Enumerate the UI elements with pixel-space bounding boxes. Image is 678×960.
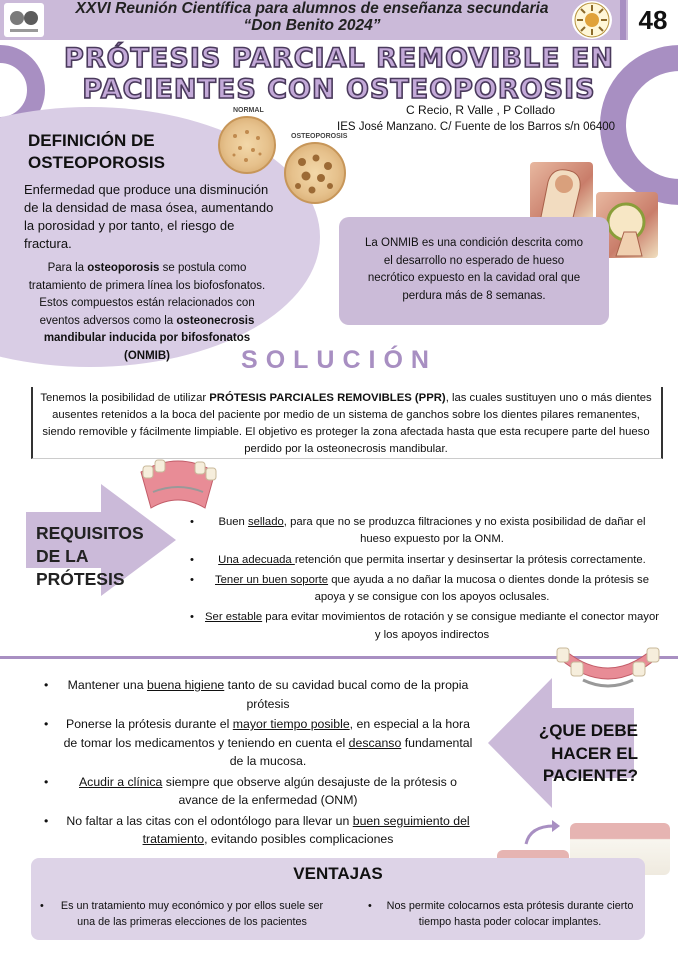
authors: C Recio, R Valle , P Collado: [406, 103, 555, 117]
requirements-list: [190, 514, 660, 647]
advantage-left: • Es un tratamiento muy económico y por ellos suele ser una de las primeras elecciones de los pacientes: [40, 900, 324, 928]
poster-title-line1: PRÓTESIS PARCIAL REMOVIBLE EN: [63, 43, 615, 74]
bullet-icon: •: [44, 678, 49, 692]
definition-text: Enfermedad que produce una disminución de la densidad de masa ósea, aumentando la porosidad y por tanto, el riesgo de fractura.: [24, 182, 274, 251]
requirement-item: • Buen sellado, para que no se produzca filtraciones y no exista posibilidad de dañar el hueso expuesto por la ONM.: [190, 516, 646, 546]
femur-illustration: [530, 162, 593, 224]
poster-title-line2: PACIENTES CON OSTEOPOROSIS: [82, 74, 596, 105]
patient-list: [44, 676, 474, 851]
bullet-icon: •: [40, 900, 44, 912]
requirements-title: REQUISITOS DE LA PRÓTESIS: [36, 523, 144, 589]
conference-seal: [572, 1, 612, 39]
osteoporotic-bone-image: [284, 142, 346, 204]
definition-title: DEFINICIÓN DE OSTEOPOROSIS: [28, 131, 165, 172]
bullet-icon: •: [44, 717, 49, 731]
number-accent: [620, 0, 626, 40]
requirement-item: • Una adecuada retención que permita insertar y desinsertar la prótesis correctamente.: [190, 552, 660, 569]
bullet-icon: •: [44, 774, 49, 789]
bone-label-normal: NORMAL: [233, 107, 264, 114]
advantages-title: VENTAJAS: [293, 864, 383, 883]
onmib-text: La ONMIB es una condición descrita como el desarrollo no esperado de hueso necrótico expuesto en la cavidad oral que perdura más de 8 semanas.: [365, 237, 583, 302]
requirement-item: • Tener un buen soporte que ayuda a no dañar la mucosa o dientes donde la prótesis se apoya y se consigue con los apoyos oclusales.: [190, 573, 649, 604]
poster-number: 48: [628, 0, 678, 40]
requirement-item: • Ser estable para evitar movimientos de rotación y se consigue mediante el conector mayor y los apoyos indirectos: [190, 611, 659, 641]
bullet-icon: •: [190, 516, 194, 528]
bullet-icon: •: [190, 611, 194, 624]
bullet-icon: •: [190, 553, 194, 566]
patient-item: • Acudir a clínica siempre que observe algún desajuste de la prótesis o avance de la enfermedad (ONM): [44, 774, 457, 807]
patient-item: • No faltar a las citas con el odontólogo para llevar un buen seguimiento del tratamiento, evitando posibles complicaciones: [44, 813, 470, 846]
conference-title-line1: XXVI Reunión Científica para alumnos de enseñanza secundaria: [75, 0, 549, 17]
bullet-icon: •: [44, 813, 49, 828]
patient-title: ¿QUE DEBE HACER EL PACIENTE?: [538, 721, 638, 785]
bullet-icon: •: [368, 900, 372, 912]
institution: IES José Manzano. C/ Fuente de los Barros s/n 06400: [337, 121, 616, 133]
conference-title: [52, 0, 572, 34]
conference-title-line2: “Don Benito 2024”: [243, 17, 381, 34]
patient-item: • Mantener una buena higiene tanto de su cavidad bucal como de la propia prótesis: [44, 678, 469, 711]
solution-text: Tenemos la posibilidad de utilizar PRÓTESIS PARCIALES REMOVIBLES (PPR), las cuales sustituyen uno o más dientes ausentes retenidos a la boca del paciente por medio de un sistema de ganchos sobre los dientes pilares remanentes, siendo removible y fácilmente limpiable. El objetivo es proteger la zona afectada hasta que esta recupere parte del hueso perdido por la osteonecrosis mandibular.: [40, 392, 652, 455]
normal-bone-image: [218, 116, 276, 174]
advantage-right: • Nos permite colocarnos esta prótesis durante cierto tiempo hasta poder colocar implantes.: [368, 900, 634, 928]
solution-title: SOLUCIÓN: [241, 346, 437, 374]
school-logo: [4, 3, 44, 37]
patient-item: • Ponerse la prótesis durante el mayor tiempo posible, en especial a la hora de tomar los medicamentos y teniendo en cuenta el descanso fundamental de la mucosa.: [44, 717, 473, 768]
bisphosphonate-paragraph: Para la osteoporosis se postula como tratamiento de primera línea los biofosfonatos. Estos compuestos están relacionados con eventos adversos como la osteonecrosis mandibular inducida por bifosfonatos (ONMIB): [28, 262, 266, 362]
curved-arrow-icon: [522, 818, 562, 846]
bullet-icon: •: [190, 573, 194, 586]
bone-label-osteo: OSTEOPOROSIS: [291, 133, 348, 140]
